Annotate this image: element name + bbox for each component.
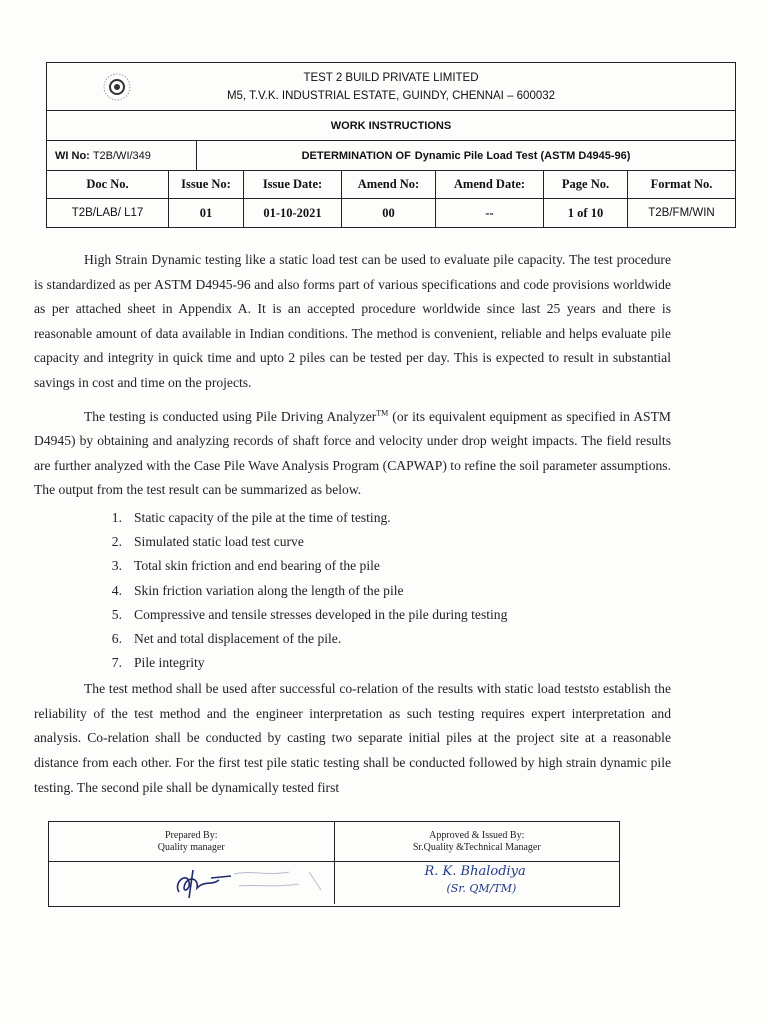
list-item-text: Compressive and tensile stresses developed in the pile during testing	[134, 606, 508, 622]
header-amend-no: Amend No:	[342, 171, 436, 198]
list-item	[34, 530, 671, 554]
value-amend-date: --	[436, 199, 544, 227]
value-amend-no: 00	[342, 199, 436, 227]
section-title: WORK INSTRUCTIONS	[47, 111, 735, 141]
company-seal-icon	[102, 72, 132, 102]
company-address: M5, T.V.K. INDUSTRIAL ESTATE, GUINDY, CHENNAI – 600032	[226, 89, 556, 102]
determination-title-cell	[197, 141, 735, 170]
document-header	[46, 62, 736, 228]
value-format-no: T2B/FM/WIN	[648, 207, 715, 219]
prepared-label: Prepared By:	[165, 829, 218, 841]
list-item-number: 6.	[111, 630, 122, 646]
prepared-by-cell	[49, 822, 335, 861]
document-body	[34, 248, 671, 800]
prepared-signature-cell	[49, 862, 335, 904]
list-item	[34, 554, 671, 578]
paragraph-method-part1: The testing is conducted using Pile Driving Analyzer	[84, 408, 377, 424]
list-item-text: Pile integrity	[134, 655, 205, 671]
prepared-role: Quality manager	[157, 841, 225, 853]
list-item	[34, 627, 671, 651]
list-item-text: Static capacity of the pile at the time of testing.	[134, 509, 391, 525]
value-page-no: 1 of 10	[544, 199, 628, 227]
list-item-text: Total skin friction and end bearing of the pile	[134, 558, 380, 574]
wi-label: WI No:	[55, 149, 90, 162]
header-page-no: Page No.	[544, 171, 628, 198]
list-item-number: 7.	[111, 655, 122, 671]
approved-by-cell	[335, 822, 620, 861]
list-item	[34, 603, 671, 627]
doc-table-value-row	[47, 199, 735, 227]
signature-row	[49, 862, 619, 904]
paragraph-intro: High Strain Dynamic testing like a static load test can be used to evaluate pile capacity. The test procedure is standardized as per ASTM D4945-96 and also forms part of various specifications and code provisions worldwide as per attached sheet in Appendix A. It is an accepted procedure worldwide since last 25 years and there is reasonable amount of data available in Indian conditions. The method is convenient, reliable and helps evaluate pile capacity and integrity in quick time and upto 2 piles can be tested per day. This is expected to result in substantial savings in cost and time on the projects.	[34, 252, 671, 390]
list-item	[34, 579, 671, 603]
wi-number: T2B/WI/349	[92, 149, 151, 162]
wi-number-cell	[47, 141, 197, 170]
approved-signature-cell	[335, 862, 620, 904]
value-doc-no: T2B/LAB/ L17	[47, 199, 169, 227]
list-item-number: 1.	[111, 509, 122, 525]
value-issue-date: 01-10-2021	[244, 199, 342, 227]
list-item-text: Skin friction variation along the length of the pile	[134, 582, 404, 598]
prepared-signature-icon	[159, 864, 359, 904]
list-item-number: 5.	[111, 606, 122, 622]
header-issue-date: Issue Date:	[244, 171, 342, 198]
value-issue-no: 01	[169, 199, 244, 227]
company-block	[47, 63, 735, 111]
header-format-no: Format No.	[650, 177, 713, 191]
wi-row	[47, 141, 735, 171]
output-list	[34, 506, 671, 675]
list-item	[34, 506, 671, 530]
approved-signature-title: (Sr. QM/TM)	[446, 882, 517, 895]
paragraph-method	[34, 405, 671, 503]
trademark-mark: TM	[376, 408, 389, 418]
list-item-text: Simulated static load test curve	[134, 534, 304, 550]
signature-labels-row	[49, 822, 619, 862]
determination-title: Dynamic Pile Load Test (ASTM D4945-96)	[414, 149, 631, 162]
approved-role: Sr.Quality &Technical Manager	[412, 841, 541, 853]
list-item-text: Net and total displacement of the pile.	[134, 630, 342, 646]
header-amend-date: Amend Date:	[436, 171, 544, 198]
list-item-number: 4.	[111, 582, 122, 598]
header-issue-no: Issue No:	[169, 171, 244, 198]
list-item-number: 3.	[111, 558, 122, 574]
determination-prefix: DETERMINATION OF	[301, 149, 411, 162]
header-doc-no: Doc No.	[47, 171, 169, 198]
signature-block	[48, 821, 620, 907]
doc-table-header-row	[47, 171, 735, 199]
list-item-number: 2.	[111, 534, 122, 550]
approved-label: Approved & Issued By:	[429, 829, 525, 841]
list-item	[34, 651, 671, 675]
paragraph-correlation: The test method shall be used after successful co-relation of the results with static load teststo establish the reliability of the test method and the engineer interpretation as such testing requires expert interpretation and analysis. Co-relation shall be conducted by casting two separate initial piles at the project site at a reasonable distance from each other. For the first test pile static testing shall be conducted followed by high strain dynamic pile testing. The second pile shall be dynamically tested first	[34, 681, 671, 795]
approved-signature-name: R. K. Bhalodiya	[424, 864, 526, 879]
paragraph-method-part2: (or its equivalent equipment as specified in ASTM D4945) by obtaining and analyzing records of shaft force and velocity under drop weight impacts. The field results are further analyzed with the Case Pile Wave Analysis Program (CAPWAP) to refine the soil parameter assumptions. The output from the test result can be summarized as below.	[34, 408, 671, 498]
company-name: TEST 2 BUILD PRIVATE LIMITED	[303, 71, 479, 84]
